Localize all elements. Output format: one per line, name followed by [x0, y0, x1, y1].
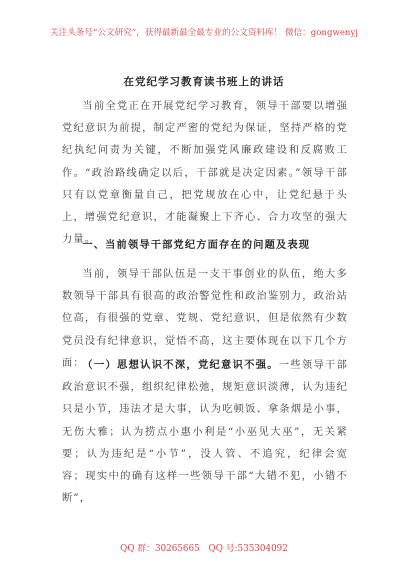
footer-qq-number: QQ 号:535304092: [208, 544, 288, 554]
document-title: 在党纪学习教育读书班上的讲话: [123, 76, 285, 88]
header-promo-note: 关注头条号“公文研究”，获得最新最全最专业的公文资料库！ 微信：gongwenyj: [50, 28, 358, 38]
point-one-paragraph: [62, 354, 348, 510]
point-one-lead: （一）思想认识不深，党纪意识不强。: [82, 359, 279, 371]
footer-contact: [0, 541, 408, 554]
section-heading: 一、当前领导干部党纪方面存在的问题及表现: [82, 239, 311, 251]
section-paragraph: 当前，领导干部队伍是一支干事创业的队伍，绝大多数领导干部具有很高的政治警觉性和政治鉴别力，政治站位高，有很强的党章、党规、党纪意识，但是依然有少数党员没有纪律意识，觉悟不高，这主要体现在以下几个方面：: [62, 269, 348, 369]
point-one-body: 一些领导干部政治意识不强，组织纪律松弛，规矩意识淡薄，认为违纪只是小节，违法才是大事，认为吃顿饭、拿条烟是小事，无伤大雅；认为捞点小惠小利是“小巫见大巫”，无关紧要；认为违纪是“小节”，没人管、不追究，纪律会宽容；现实中的确有这样一些领导干部“大错不犯，小错不断”，: [62, 360, 348, 505]
footer-qq-group: QQ 群：30265665: [120, 544, 200, 554]
intro-paragraph: 当前全党正在开展党纪学习教育，领导干部要以增强党纪意识为前提，制定严密的党纪为保证，坚持严格的党纪执纪问责为关键，不断加强党风廉政建设和反腐败工作。“政治路线确定以后，干部就是决定因素。”领导干部只有以党章衡量自己，把党规放在心中，让党纪悬于头上，增强党纪意识，才能凝聚上下齐心、合力攻坚的强大力量。: [62, 101, 348, 246]
